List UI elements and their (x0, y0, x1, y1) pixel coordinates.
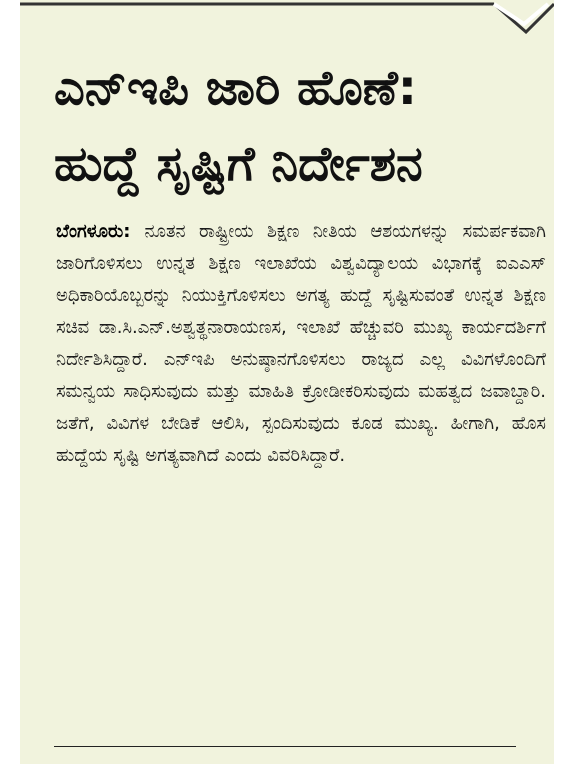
headline-line-1: ಎನ್‌ಇಪಿ ಜಾರಿ ಹೊಣೆ: (54, 60, 417, 116)
headline (54, 50, 534, 202)
dateline: ಬೆಂಗಳೂರು: (56, 221, 145, 242)
article-text: ನೂತನ ರಾಷ್ಟ್ರೀಯ ಶಿಕ್ಷಣ ನೀತಿಯ ಆಶಯಗಳನ್ನು ಸಮರ್ಪಕವಾಗಿ ಜಾರಿಗೊಳಿಸಲು ಉನ್ನತ ಶಿಕ್ಷಣ ಇಲಾಖೆಯ ವಿಶ್ವವಿದ್ಯಾಲಯ ವಿಭಾಗಕ್ಕೆ ಐಎಎಸ್ ಅಧಿಕಾರಿಯೊಬ್ಬರನ್ನು ನಿಯುಕ್ತಿಗೊಳಿಸಲು ಅಗತ್ಯ ಹುದ್ದೆ ಸೃಷ್ಟಿಸುವಂತೆ ಉನ್ನತ ಶಿಕ್ಷಣ ಸಚಿವ ಡಾ.ಸಿ.ಎನ್.ಅಶ್ವತ್ಥನಾರಾಯಣಸ, ಇಲಾಖೆ ಹೆಚ್ಚುವರಿ ಮುಖ್ಯ ಕಾರ್ಯದರ್ಶಿಗೆ ನಿರ್ದೇಶಿಸಿದ್ದಾರೆ. ಎನ್‌ಇಪಿ ಅನುಷ್ಠಾನಗೊಳಿಸಲು ರಾಜ್ಯದ ಎಲ್ಲ ವಿವಿಗಳೊಂದಿಗೆ ಸಮನ್ವಯ ಸಾಧಿಸುವುದು ಮತ್ತು ಮಾಹಿತಿ ಕ್ರೋಡೀಕರಿಸುವುದು ಮಹತ್ವದ ಜವಾಬ್ದಾರಿ. ಜತೆಗೆ, ವಿವಿಗಳ ಬೇಡಿಕೆ ಆಲಿಸಿ, ಸ್ಪಂದಿಸುವುದು ಕೂಡ ಮುಖ್ಯ. ಹೀಗಾಗಿ, ಹೊಸ ಹುದ್ದೆಯ ಸೃಷ್ಟಿ ಅಗತ್ಯವಾಗಿದೆ ಎಂದು ವಿವರಿಸಿದ್ದಾರೆ. (56, 221, 547, 466)
article-body (56, 216, 546, 472)
top-border-rule (20, 0, 554, 34)
headline-line-2: ಹುದ್ದೆ ಸೃಷ್ಟಿಗೆ ನಿರ್ದೇಶನ (54, 136, 423, 192)
bottom-rule (54, 746, 516, 747)
news-clipping (20, 0, 554, 764)
